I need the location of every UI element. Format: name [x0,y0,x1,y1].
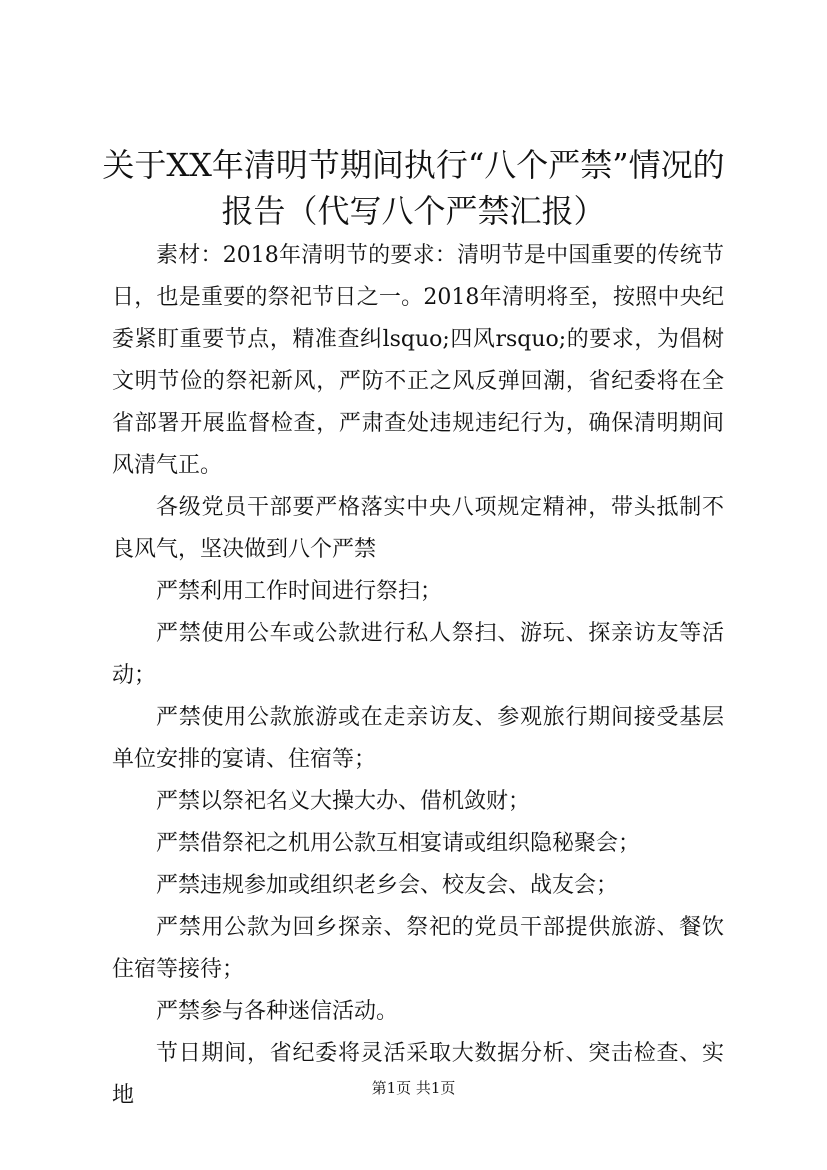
document-body [112,235,724,1117]
paragraph: 各级党员干部要严格落实中央八项规定精神，带头抵制不良风气，坚决做到八个严禁 [112,495,724,562]
paragraph: 严禁借祭祀之机用公款互相宴请或组织隐秘聚会； [156,831,641,856]
paragraph: 严禁参与各种迷信活动。 [156,999,399,1024]
page-footer: 第1页 共1页 [371,1079,456,1097]
paragraph: 严禁使用公款旅游或在走亲访友、参观旅行期间接受基层单位安排的宴请、住宿等； [112,705,724,772]
paragraph: 素材：2018年清明节的要求：清明节是中国重要的传统节日，也是重要的祭祀节日之一。2018年清明将至，按照中央纪委紧盯重要节点，精准查纠lsquo;四风rsquo;的要求，为倡树文明节俭的祭祀新风，严防不正之风反弹回潮，省纪委将在全省部署开展监督检查，严肃查处违规违纪行为，确保清明期间风清气正。 [112,243,724,478]
paragraph: 严禁违规参加或组织老乡会、校友会、战友会； [156,873,619,898]
paragraph: 严禁用公款为回乡探亲、祭祀的党员干部提供旅游、餐饮住宿等接待； [112,915,724,982]
paragraph: 节日期间，省纪委将灵活采取大数据分析、突击检查、实地 [112,1041,724,1108]
paragraph: 严禁使用公车或公款进行私人祭扫、游玩、探亲访友等活动； [112,621,724,688]
document-title: 关于XX年清明节期间执行“八个严禁”情况的报告（代写八个严禁汇报） [102,146,725,230]
paragraph: 严禁以祭祀名义大操大办、借机敛财； [156,789,531,814]
paragraph: 严禁利用工作时间进行祭扫； [156,579,443,604]
